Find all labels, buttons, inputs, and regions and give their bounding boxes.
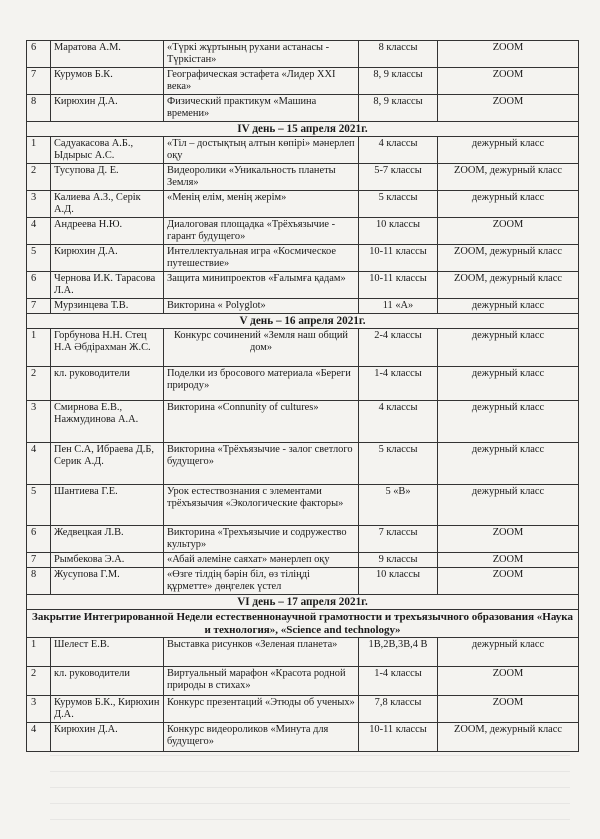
- format: ZOOM, дежурный класс: [438, 164, 579, 191]
- grade: 4 классы: [359, 401, 438, 443]
- responsible-name: Жедвецкая Л.В.: [51, 526, 164, 553]
- format: ZOOM: [438, 526, 579, 553]
- row-number: 1: [27, 329, 51, 367]
- table-row: [27, 526, 579, 553]
- row-number: 2: [27, 667, 51, 696]
- table-row: [27, 667, 579, 696]
- responsible-name: кл. руководители: [51, 367, 164, 401]
- grade: 9 классы: [359, 553, 438, 568]
- format: дежурный класс: [438, 485, 579, 526]
- day-heading: [27, 595, 579, 610]
- row-number: 8: [27, 568, 51, 595]
- grade: 2-4 классы: [359, 329, 438, 367]
- table-row: [27, 568, 579, 595]
- event-topic: «Өзге тілдің бәрін біл, өз тіліңді құрметте» дөңгелек үстел: [164, 568, 359, 595]
- responsible-name: Чернова И.К. Тарасова Л.А.: [51, 272, 164, 299]
- table-row: [27, 329, 579, 367]
- row-number: 6: [27, 272, 51, 299]
- responsible-name: Андреева Н.Ю.: [51, 218, 164, 245]
- format: ZOOM: [438, 68, 579, 95]
- event-topic: «Менің елім, менің жерім»: [164, 191, 359, 218]
- responsible-name: Кирюхин Д.А.: [51, 95, 164, 122]
- table-row: [27, 723, 579, 752]
- format: дежурный класс: [438, 329, 579, 367]
- responsible-name: Кирюхин Д.А.: [51, 723, 164, 752]
- table-row: [27, 245, 579, 272]
- table-row: [27, 218, 579, 245]
- format: дежурный класс: [438, 367, 579, 401]
- grade: 8, 9 классы: [359, 95, 438, 122]
- row-number: 2: [27, 367, 51, 401]
- event-topic: Защита минипроектов «Ғалымға қадам»: [164, 272, 359, 299]
- table-row: [27, 485, 579, 526]
- event-topic: «Тіл – достықтың алтын көпірі» мәнерлеп оқу: [164, 137, 359, 164]
- format: ZOOM: [438, 696, 579, 723]
- event-topic: Интеллектуальная игра «Космическое путешествие»: [164, 245, 359, 272]
- row-number: 5: [27, 245, 51, 272]
- closing-banner-text: Закрытие Интегрированной Недели естественнонаучной грамотности и трехъязычного образования «Наука и технология», «Science and technology»: [27, 610, 579, 638]
- responsible-name: Пен С.А, Ибраева Д.Б, Серик А.Д.: [51, 443, 164, 485]
- format: ZOOM: [438, 667, 579, 696]
- grade: 10 классы: [359, 568, 438, 595]
- row-number: 5: [27, 485, 51, 526]
- format: ZOOM, дежурный класс: [438, 723, 579, 752]
- grade: 10 классы: [359, 218, 438, 245]
- grade: 1-4 классы: [359, 367, 438, 401]
- table-row: [27, 191, 579, 218]
- event-topic: Поделки из бросового материала «Береги природу»: [164, 367, 359, 401]
- event-topic: Конкурс видеороликов «Минута для будущего»: [164, 723, 359, 752]
- responsible-name: кл. руководители: [51, 667, 164, 696]
- row-number: 4: [27, 723, 51, 752]
- responsible-name: Калиева А.З., Серік А.Д.: [51, 191, 164, 218]
- table-row: [27, 638, 579, 667]
- format: ZOOM: [438, 568, 579, 595]
- grade: 8, 9 классы: [359, 68, 438, 95]
- row-number: 4: [27, 443, 51, 485]
- row-number: 4: [27, 218, 51, 245]
- grade: 10-11 классы: [359, 245, 438, 272]
- grade: 5 классы: [359, 191, 438, 218]
- table-row: [27, 95, 579, 122]
- table-row: [27, 443, 579, 485]
- row-number: 7: [27, 68, 51, 95]
- format: дежурный класс: [438, 443, 579, 485]
- grade: 5 «В»: [359, 485, 438, 526]
- format: ZOOM: [438, 95, 579, 122]
- grade: 5-7 классы: [359, 164, 438, 191]
- format: ZOOM: [438, 218, 579, 245]
- responsible-name: Тусупова Д. Е.: [51, 164, 164, 191]
- format: дежурный класс: [438, 191, 579, 218]
- day-heading: [27, 314, 579, 329]
- table-row: [27, 68, 579, 95]
- grade: 7,8 классы: [359, 696, 438, 723]
- event-topic: «Түркі жұртының рухани астанасы - Түркістан»: [164, 41, 359, 68]
- event-topic: Конкурс презентаций «Этюды об ученых»: [164, 696, 359, 723]
- event-topic: Диалоговая площадка «Трёхъязычие - гарант будущего»: [164, 218, 359, 245]
- row-number: 3: [27, 401, 51, 443]
- row-number: 6: [27, 41, 51, 68]
- format: ZOOM: [438, 41, 579, 68]
- format: ZOOM, дежурный класс: [438, 272, 579, 299]
- format: ZOOM, дежурный класс: [438, 245, 579, 272]
- grade: 8 классы: [359, 41, 438, 68]
- format: дежурный класс: [438, 638, 579, 667]
- event-topic: Викторина « Polyglot»: [164, 299, 359, 314]
- event-topic-text: Конкурс сочинений «Земля наш общий дом»: [174, 330, 348, 353]
- closing-banner: [27, 610, 579, 638]
- responsible-name: Жусупова Г.М.: [51, 568, 164, 595]
- day-heading-text: IV день – 15 апреля 2021г.: [27, 122, 579, 137]
- table-row: [27, 696, 579, 723]
- event-topic: Выставка рисунков «Зеленая планета»: [164, 638, 359, 667]
- row-number: 8: [27, 95, 51, 122]
- day-heading-text: VI день – 17 апреля 2021г.: [27, 595, 579, 610]
- row-number: 1: [27, 638, 51, 667]
- event-topic: Викторина «Connunity of cultures»: [164, 401, 359, 443]
- day-heading: [27, 122, 579, 137]
- event-topic: [164, 329, 359, 367]
- table-row: [27, 41, 579, 68]
- responsible-name: Шантиева Г.Е.: [51, 485, 164, 526]
- table-row: [27, 272, 579, 299]
- format: дежурный класс: [438, 401, 579, 443]
- table-row: [27, 299, 579, 314]
- row-number: 3: [27, 191, 51, 218]
- grade: 1В,2В,3В,4 В: [359, 638, 438, 667]
- table-row: [27, 164, 579, 191]
- format: ZOOM: [438, 553, 579, 568]
- row-number: 3: [27, 696, 51, 723]
- row-number: 2: [27, 164, 51, 191]
- row-number: 1: [27, 137, 51, 164]
- responsible-name: Смирнова Е.В., Нажмудинова А.А.: [51, 401, 164, 443]
- responsible-name: Маратова А.М.: [51, 41, 164, 68]
- table-row: [27, 367, 579, 401]
- format: дежурный класс: [438, 299, 579, 314]
- event-topic: Видеоролики «Уникальность планеты Земля»: [164, 164, 359, 191]
- responsible-name: Курумов Б.К.: [51, 68, 164, 95]
- day-heading-text: V день – 16 апреля 2021г.: [27, 314, 579, 329]
- grade: 5 классы: [359, 443, 438, 485]
- event-topic: Географическая эстафета «Лидер XXI века»: [164, 68, 359, 95]
- row-number: 7: [27, 299, 51, 314]
- grade: 11 «А»: [359, 299, 438, 314]
- event-topic: «Абай әлеміне саяхат» мәнерлеп оқу: [164, 553, 359, 568]
- event-topic: Викторина «Трехъязычие и содружество культур»: [164, 526, 359, 553]
- row-number: 6: [27, 526, 51, 553]
- event-schedule-table: [26, 40, 579, 752]
- responsible-name: Кирюхин Д.А.: [51, 245, 164, 272]
- grade: 7 классы: [359, 526, 438, 553]
- grade: 4 классы: [359, 137, 438, 164]
- table-row: [27, 137, 579, 164]
- responsible-name: Курумов Б.К., Кирюхин Д.А.: [51, 696, 164, 723]
- grade: 10-11 классы: [359, 272, 438, 299]
- event-topic: Виртуальный марафон «Красота родной природы в стихах»: [164, 667, 359, 696]
- responsible-name: Мурзинцева Т.В.: [51, 299, 164, 314]
- grade: 1-4 классы: [359, 667, 438, 696]
- table-row: [27, 553, 579, 568]
- responsible-name: Горбунова Н.Н. Стец Н.А Әбдірахман Ж.С.: [51, 329, 164, 367]
- responsible-name: Рымбекова Э.А.: [51, 553, 164, 568]
- bleed-through-text: [50, 755, 570, 835]
- event-topic: Урок естествознания с элементами трёхъязычия «Экологические факторы»: [164, 485, 359, 526]
- event-topic: Физический практикум «Машина времени»: [164, 95, 359, 122]
- event-topic: Викторина «Трёхъязычие - залог светлого будущего»: [164, 443, 359, 485]
- row-number: 7: [27, 553, 51, 568]
- table-row: [27, 401, 579, 443]
- grade: 10-11 классы: [359, 723, 438, 752]
- responsible-name: Садуакасова А.Б., Ыдырыс А.С.: [51, 137, 164, 164]
- responsible-name: Шелест Е.В.: [51, 638, 164, 667]
- format: дежурный класс: [438, 137, 579, 164]
